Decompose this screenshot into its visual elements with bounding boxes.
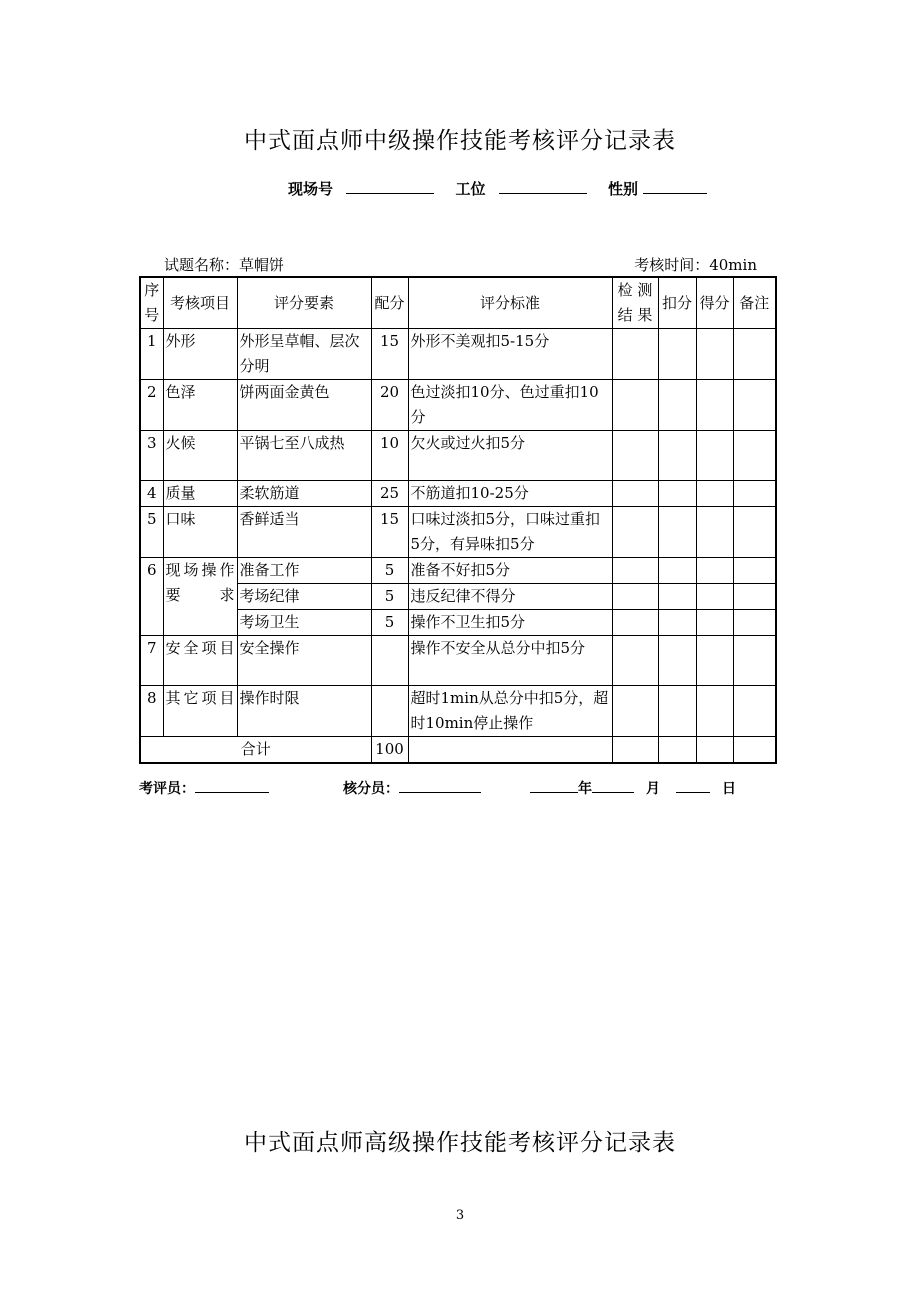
score-cell[interactable]: [696, 737, 733, 764]
gender-blank[interactable]: [643, 179, 707, 194]
deduct-cell[interactable]: [658, 584, 696, 610]
row-element: 安全操作: [237, 636, 371, 686]
row-standard: 色过淡扣10分、色过重扣10分: [408, 380, 612, 431]
header-result: 检 测 结 果: [612, 277, 658, 329]
row-seq: 7: [140, 636, 163, 686]
row-points: 5: [371, 584, 408, 610]
remark-cell[interactable]: [733, 686, 776, 737]
row-item: 外形: [163, 329, 237, 380]
site-no-blank[interactable]: [346, 179, 434, 194]
candidate-fields: [288, 178, 707, 199]
year-label: 年: [578, 781, 592, 797]
score-cell[interactable]: [696, 610, 733, 636]
row-standard: 操作不卫生扣5分: [408, 610, 612, 636]
header-score: 得分: [696, 277, 733, 329]
row-points: 25: [371, 481, 408, 507]
day-label: 日: [722, 781, 736, 797]
header-item: 考核项目: [163, 277, 237, 329]
row-item: 色泽: [163, 380, 237, 431]
deduct-cell[interactable]: [658, 737, 696, 764]
result-cell[interactable]: [612, 558, 658, 584]
result-cell[interactable]: [612, 481, 658, 507]
score-cell[interactable]: [696, 329, 733, 380]
header-seq: 序号: [140, 277, 163, 329]
remark-cell[interactable]: [733, 737, 776, 764]
result-cell[interactable]: [612, 686, 658, 737]
score-cell[interactable]: [696, 507, 733, 558]
score-cell[interactable]: [696, 636, 733, 686]
station-blank[interactable]: [499, 179, 587, 194]
result-cell[interactable]: [612, 584, 658, 610]
remark-cell[interactable]: [733, 584, 776, 610]
row-seq: 8: [140, 686, 163, 737]
row-points: 5: [371, 610, 408, 636]
date-field: [530, 778, 736, 798]
examiner-blank[interactable]: [195, 779, 269, 793]
row-points: 15: [371, 507, 408, 558]
total-standard-cell: [408, 737, 612, 764]
deduct-cell[interactable]: [658, 636, 696, 686]
scorer-blank[interactable]: [399, 779, 481, 793]
year-blank[interactable]: [530, 779, 578, 793]
deduct-cell[interactable]: [658, 481, 696, 507]
deduct-cell[interactable]: [658, 610, 696, 636]
table-row: [140, 636, 776, 686]
scorer-label: 核分员：: [343, 781, 399, 797]
station-label: 工位: [455, 180, 486, 198]
month-blank[interactable]: [592, 779, 634, 793]
table-header-row: [140, 277, 776, 329]
row-points: [371, 636, 408, 686]
remark-cell[interactable]: [733, 610, 776, 636]
row-points: 20: [371, 380, 408, 431]
row-standard: 口味过淡扣5分，口味过重扣5分，有异味扣5分: [408, 507, 612, 558]
row-element: 饼两面金黄色: [237, 380, 371, 431]
header-elements: 评分要素: [237, 277, 371, 329]
row-element: 考场卫生: [237, 610, 371, 636]
row-item: 安全项目: [163, 636, 237, 686]
row-item: 火候: [163, 431, 237, 481]
score-table: [139, 276, 777, 764]
total-label: 合计: [140, 737, 371, 764]
result-cell[interactable]: [612, 329, 658, 380]
remark-cell[interactable]: [733, 636, 776, 686]
row-seq: 1: [140, 329, 163, 380]
row-standard: 欠火或过火扣5分: [408, 431, 612, 481]
table-row: [140, 431, 776, 481]
deduct-cell[interactable]: [658, 507, 696, 558]
row-standard: 不筋道扣10-25分: [408, 481, 612, 507]
remark-cell[interactable]: [733, 507, 776, 558]
day-blank[interactable]: [676, 779, 710, 793]
row-points: [371, 686, 408, 737]
row-element: 柔软筋道: [237, 481, 371, 507]
row-item: 口味: [163, 507, 237, 558]
row-item: 其它项目: [163, 686, 237, 737]
deduct-cell[interactable]: [658, 686, 696, 737]
score-cell[interactable]: [696, 431, 733, 481]
topic-caption: 试题名称：草帽饼: [164, 256, 285, 274]
remark-cell[interactable]: [733, 431, 776, 481]
row-seq: 2: [140, 380, 163, 431]
result-cell[interactable]: [612, 380, 658, 431]
header-points: 配分: [371, 277, 408, 329]
result-cell[interactable]: [612, 737, 658, 764]
result-cell[interactable]: [612, 610, 658, 636]
page-number: 3: [455, 1208, 465, 1223]
row-standard: 超时1min从总分中扣5分，超时10min停止操作: [408, 686, 612, 737]
row-seq: 5: [140, 507, 163, 558]
page-title: 中式面点师中级操作技能考核评分记录表: [244, 128, 676, 154]
score-cell[interactable]: [696, 584, 733, 610]
header-deduct: 扣分: [658, 277, 696, 329]
row-points: 5: [371, 558, 408, 584]
table-row: [140, 558, 776, 584]
gender-label: 性别: [607, 180, 638, 198]
row-seq: 4: [140, 481, 163, 507]
total-row: [140, 737, 776, 764]
header-standard: 评分标准: [408, 277, 612, 329]
time-caption: 考核时间：40min: [634, 256, 757, 274]
score-cell[interactable]: [696, 686, 733, 737]
remark-cell[interactable]: [733, 380, 776, 431]
row-standard: 操作不安全从总分中扣5分: [408, 636, 612, 686]
result-cell[interactable]: [612, 636, 658, 686]
examiner-label: 考评员：: [139, 781, 195, 797]
row-points: 15: [371, 329, 408, 380]
score-cell[interactable]: [696, 558, 733, 584]
row-element: 外形呈草帽、层次分明: [237, 329, 371, 380]
score-cell[interactable]: [696, 481, 733, 507]
result-cell[interactable]: [612, 507, 658, 558]
section-title: 中式面点师高级操作技能考核评分记录表: [244, 1130, 676, 1156]
result-cell[interactable]: [612, 431, 658, 481]
deduct-cell[interactable]: [658, 329, 696, 380]
remark-cell[interactable]: [733, 481, 776, 507]
row-seq: 3: [140, 431, 163, 481]
deduct-cell[interactable]: [658, 380, 696, 431]
table-row: [140, 329, 776, 380]
total-points: 100: [371, 737, 408, 764]
site-no-label: 现场号: [288, 180, 334, 198]
deduct-cell[interactable]: [658, 431, 696, 481]
row-element: 考场纪律: [237, 584, 371, 610]
deduct-cell[interactable]: [658, 558, 696, 584]
table-row: [140, 481, 776, 507]
row-element: 香鲜适当: [237, 507, 371, 558]
header-remark: 备注: [733, 277, 776, 329]
table-row: [140, 686, 776, 737]
row-standard: 准备不好扣5分: [408, 558, 612, 584]
row-seq: 6: [140, 558, 163, 636]
row-element: 操作时限: [237, 686, 371, 737]
remark-cell[interactable]: [733, 558, 776, 584]
month-label: 月: [646, 781, 660, 797]
remark-cell[interactable]: [733, 329, 776, 380]
table-row: [140, 507, 776, 558]
row-item: 现场操作要求: [163, 558, 237, 636]
row-standard: 违反纪律不得分: [408, 584, 612, 610]
row-element: 平锅七至八成热: [237, 431, 371, 481]
score-cell[interactable]: [696, 380, 733, 431]
row-points: 10: [371, 431, 408, 481]
row-item: 质量: [163, 481, 237, 507]
scorer-field: [343, 778, 481, 798]
row-standard: 外形不美观扣5-15分: [408, 329, 612, 380]
row-element: 准备工作: [237, 558, 371, 584]
table-row: [140, 380, 776, 431]
examiner-field: [139, 778, 269, 798]
